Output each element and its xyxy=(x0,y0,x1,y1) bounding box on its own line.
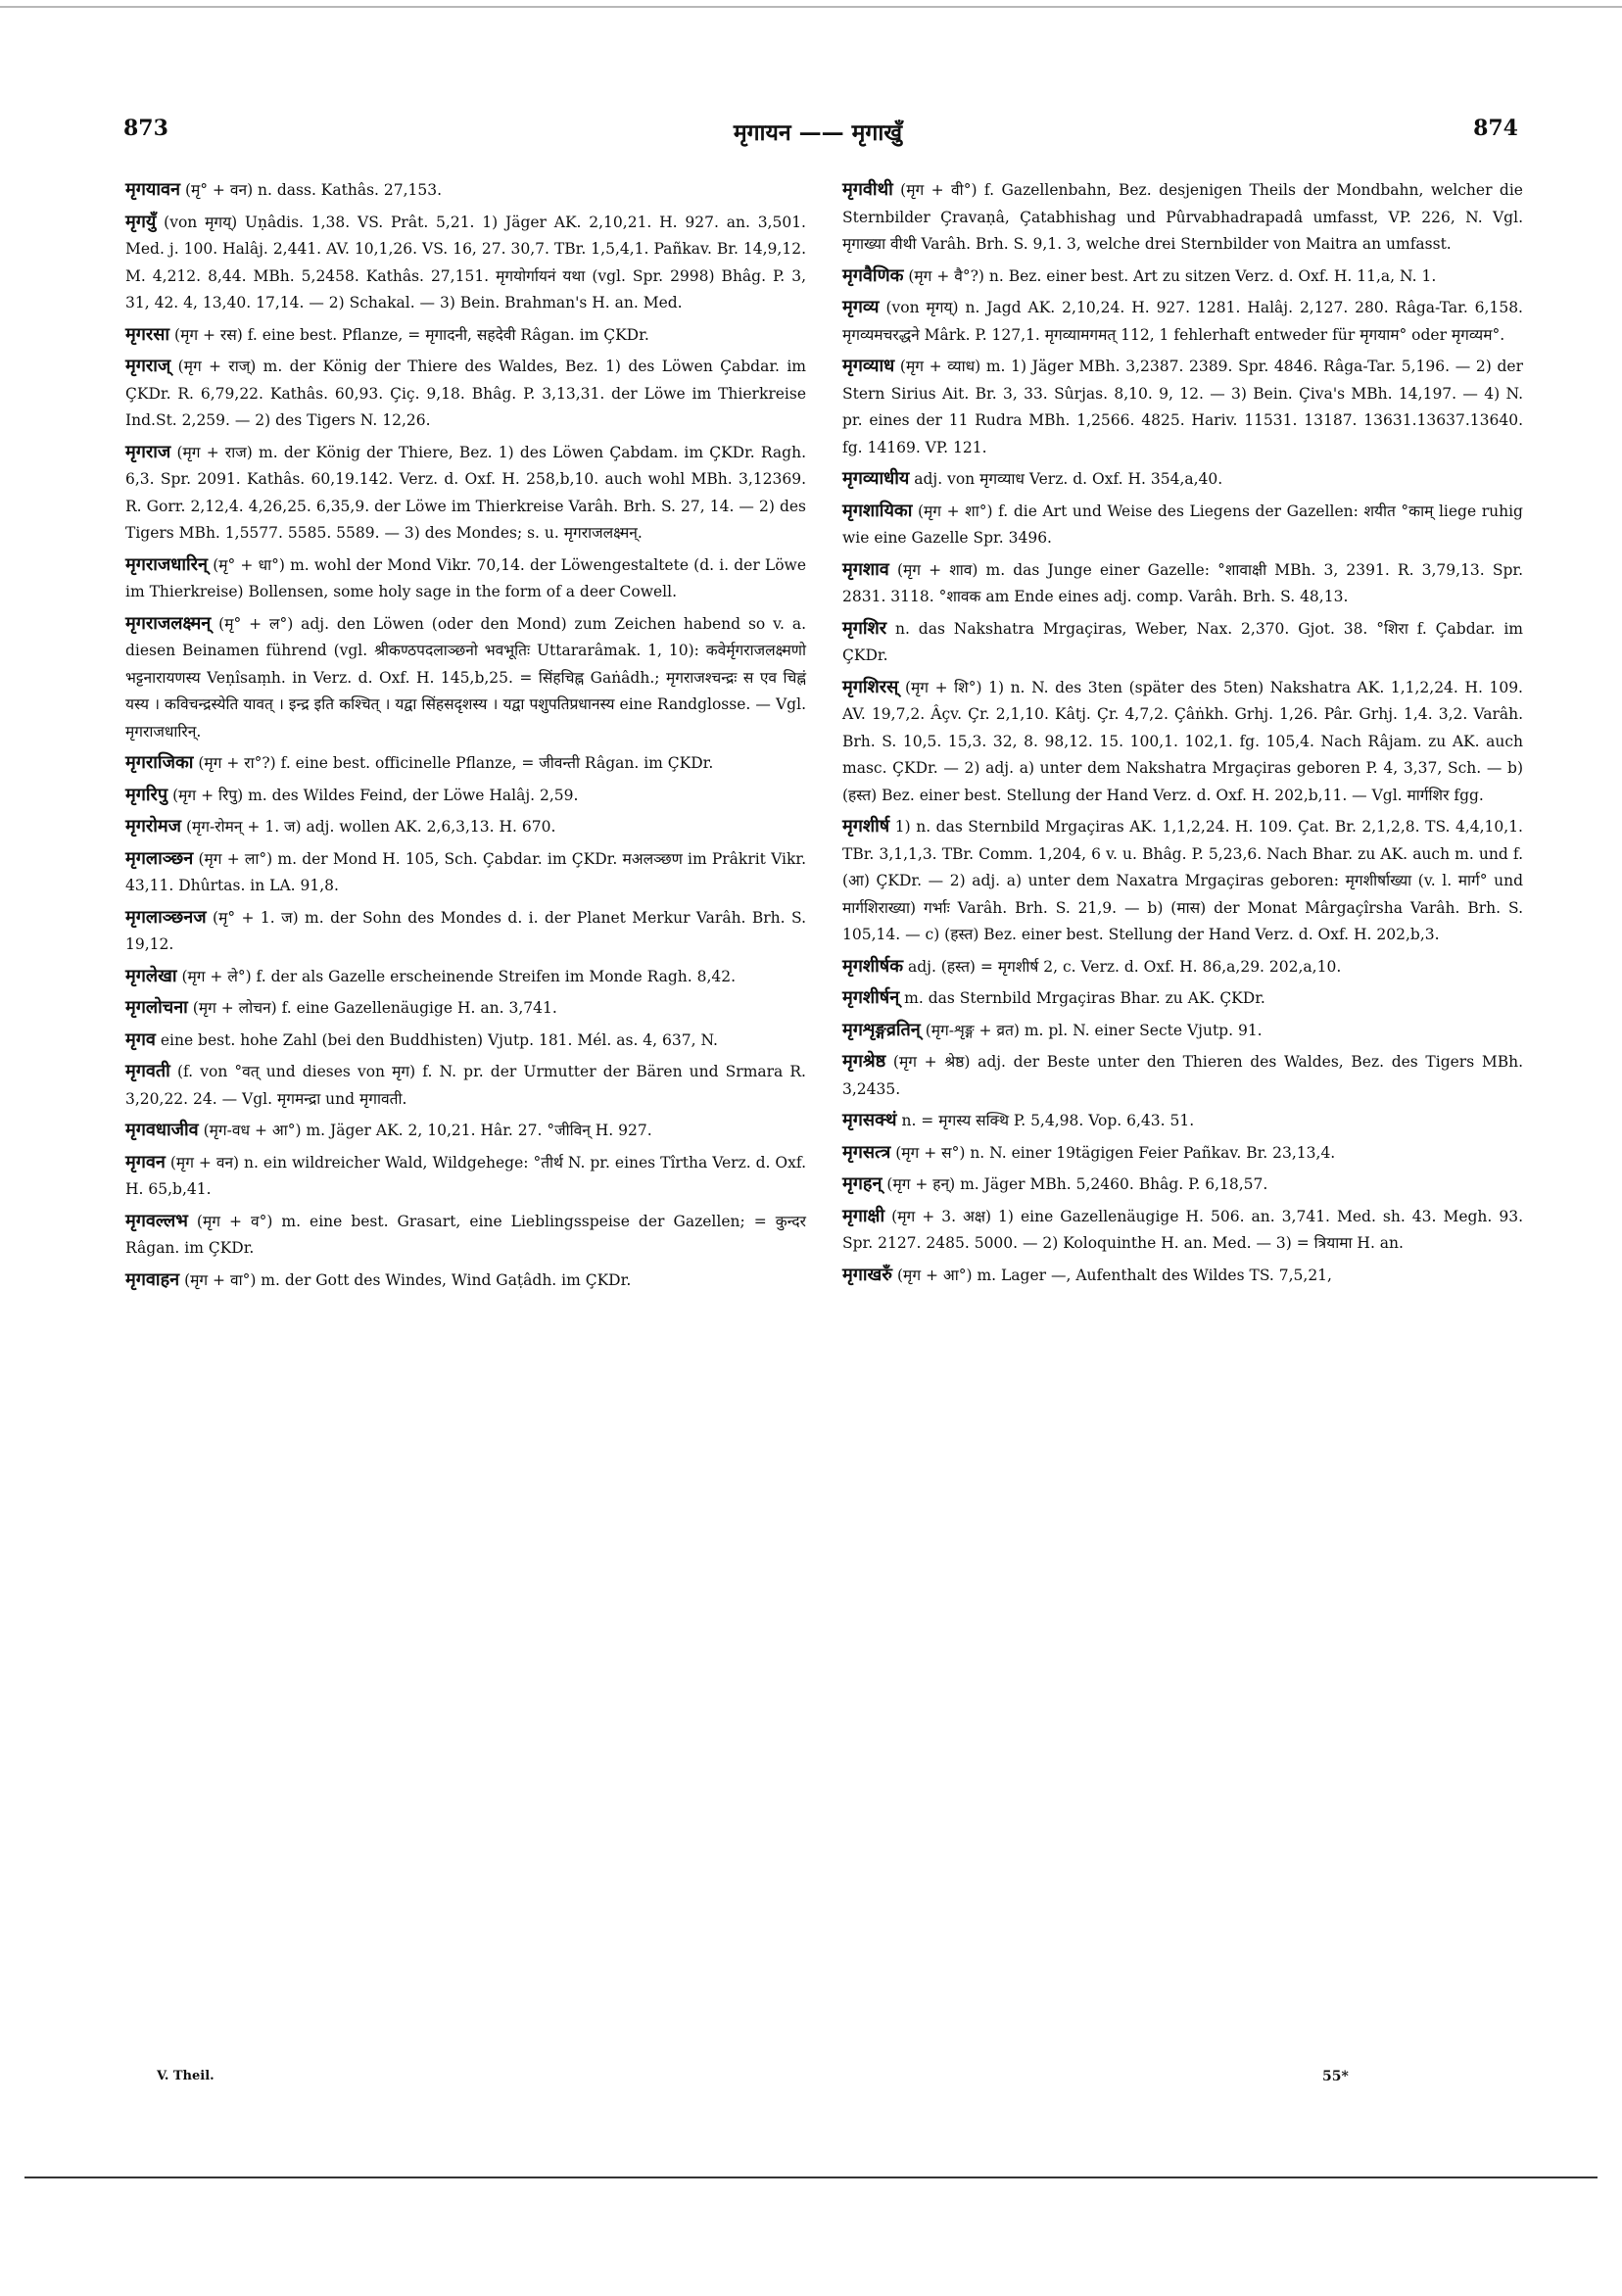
dictionary-entry xyxy=(842,263,1523,291)
entry-definition: (मृग + रिपु) m. des Wildes Feind, der Löwe Halâj. 2,59. xyxy=(172,786,579,804)
dictionary-entry xyxy=(842,984,1523,1013)
dictionary-entry xyxy=(125,1117,806,1145)
entry-headword: मृगाखरुँ xyxy=(842,1264,893,1285)
entry-headword: मृगव्याधीय xyxy=(842,468,910,489)
dictionary-entry xyxy=(125,963,806,991)
entry-headword: मृगवन xyxy=(125,1151,166,1172)
dictionary-entry xyxy=(842,176,1523,259)
footer-signature: 55* xyxy=(1322,2069,1349,2084)
dictionary-entry xyxy=(125,610,806,746)
dictionary-entry xyxy=(125,209,806,317)
entry-headword: मृगश्रेष्ठ xyxy=(842,1051,886,1072)
dictionary-entry xyxy=(125,1208,806,1263)
entry-definition: (von मृगय्) n. Jagd AK. 2,10,24. H. 927. 1281. Halâj. 2,127. 280. Râga-Tar. 6,158. मृगव्यमचरद्धने Mârk. P. 127,1. मृगव्यामगमत् 112, 1 fehlerhaft entweder für मृगयाम° oder मृगव्यम°. xyxy=(842,299,1523,344)
page-header xyxy=(118,116,1518,155)
dictionary-entry xyxy=(842,1107,1523,1135)
entry-headword: मृगशायिका xyxy=(842,500,913,521)
dictionary-entry xyxy=(125,176,806,205)
dictionary-entry xyxy=(125,1267,806,1295)
entry-headword: मृगाक्षी xyxy=(842,1205,885,1226)
entry-headword: मृगवती xyxy=(125,1061,170,1081)
entry-definition: (मृ° + वन) n. dass. Kathâs. 27,153. xyxy=(184,181,443,199)
dictionary-entry xyxy=(842,674,1523,810)
entry-headword: मृगसत्त्र xyxy=(842,1141,891,1163)
dictionary-entry xyxy=(125,439,806,548)
dictionary-entry xyxy=(125,1149,806,1204)
entry-headword: मृगलोचना xyxy=(125,997,188,1018)
entry-definition: 1) n. das Sternbild Mrgaçiras AK. 1,1,2,24. H. 109. Çat. Br. 2,1,2,8. TS. 4,4,10,1. TBr. 3,1,1,3. TBr. Comm. 1,204, 6 v. u. Bhâg. P. 5,23,6. Nach Bhar. zu AK. auch m. und f. (आ) ÇKDr. — 2) adj. a) unter dem Naxatra Mrgaçiras geboren: मृगशीर्षाख्या (v. l. मार्ग° und मार्गशिराख्या) गर्भाः Varâh. Brh. S. 21,9. — b) (मास) der Monat Mârgaçîrsha Varâh. Brh. S. 105,14. — c) (हस्त) Bez. einer best. Stellung der Hand Verz. d. Oxf. H. 202,b,3. xyxy=(842,818,1523,943)
entry-headword: मृगलाञ्छनज xyxy=(125,906,207,928)
dictionary-entry xyxy=(842,465,1523,494)
entry-headword: मृगरसा xyxy=(125,323,170,345)
entry-headword: मृगलाञ्छन xyxy=(125,847,194,869)
entry-definition: (मृग + व्याध) m. 1) Jäger MBh. 3,2387. 2389. Spr. 4846. Râga-Tar. 5,196. — 2) der Stern Sirius Ait. Br. 3, 33. Sûrjas. 8,10. 9, 12. — 3) Bein. Çiva's MBh. 14,197. — 4) N. pr. eines der 11 Rudra MBh. 1,2566. 4825. Hariv. 11531. 13187. 13631.13637.13640. fg. 14169. VP. 121. xyxy=(842,358,1524,456)
entry-definition: (मृग + आ°) m. Lager —, Aufenthalt des Wildes TS. 7,5,21, xyxy=(897,1266,1332,1284)
entry-definition: n. das Nakshatra Mrgaçiras, Weber, Nax. 2,370. Gjot. 38. °शिरा f. Çabdar. im ÇKDr. xyxy=(842,619,1523,664)
entry-headword: मृगहन् xyxy=(842,1173,883,1194)
entry-definition: (मृग + वा°) m. der Gott des Windes, Wind Gaṭâdh. im ÇKDr. xyxy=(184,1270,632,1289)
entry-definition: (मृ° + धा°) m. wohl der Mond Vikr. 70,14. der Löwengestaltete (d. i. der Löwe im Thierkreise) Bollensen, some holy sage in the form of a deer Cowell. xyxy=(125,555,806,600)
entry-definition: (मृग-रोमन् + 1. ज) adj. wollen AK. 2,6,3,13. H. 670. xyxy=(185,818,556,836)
dictionary-entry xyxy=(842,1017,1523,1045)
entry-headword: मृगरोमज xyxy=(125,816,182,837)
entry-definition: eine best. hohe Zahl (bei den Buddhisten) Vjutp. 181. Mél. as. 4, 637, N. xyxy=(160,1030,718,1049)
dictionary-entry xyxy=(125,904,806,959)
dictionary-entry xyxy=(842,294,1523,349)
entry-headword: मृगराजलक्ष्मन् xyxy=(125,612,212,634)
entry-headword: मृगवधाजीव xyxy=(125,1120,199,1140)
entry-headword: मृगवाहन xyxy=(125,1268,180,1290)
entry-headword: मृगराजिका xyxy=(125,752,194,773)
entry-definition: (मृग + वी°) f. Gazellenbahn, Bez. desjenigen Theils der Mondbahn, welcher die Sternbilder Çravaṇâ, Çatabhishag und Pûrvabhadrapadâ umfasst, VP. 226, N. Vgl. मृगाख्या वीथी Varâh. Brh. S. 9,1. 3, welche drei Sternbilder von Maitra an umfasst. xyxy=(842,181,1523,253)
dictionary-entry xyxy=(125,1027,806,1055)
dictionary-entry xyxy=(842,1048,1523,1103)
dictionary-entry xyxy=(125,749,806,778)
entry-definition: (मृग + रस) f. eine best. Pflanze, = मृगादनी, सहदेवी Râgan. im ÇKDr. xyxy=(174,325,649,344)
entry-headword: मृगशीर्षक xyxy=(842,955,904,977)
entry-definition: (मृग + राज्) m. der König der Thiere des Waldes, Bez. 1) des Löwen Çabdar. im ÇKDr. R. 6,79,22. Kathâs. 60,93. Çiç. 9,18. Bhâg. P. 3,13,31. der Löwe im Thierkreise Ind.St. 2,259. — 2) des Tigers N. 12,26. xyxy=(125,358,806,429)
entry-headword: मृगलेखा xyxy=(125,965,177,986)
dictionary-entry xyxy=(842,615,1523,670)
entry-headword: मृगराज् xyxy=(125,356,171,376)
dictionary-entry xyxy=(842,1171,1523,1199)
entry-definition: (von मृगय्) Uṇâdis. 1,38. VS. Prât. 5,21. 1) Jäger AK. 2,10,21. H. 927. an. 3,501. Med. j. 100. Halâj. 2,441. AV. 10,1,26. VS. 16, 27. 30,7. TBr. 1,5,4,1. Pañkav. Br. 14,9,12. M. 4,212. 8,44. MBh. 5,2458. Kathâs. 27,151. मृगयोर्गायनं यथा (vgl. Spr. 2998) Bhâg. P. 3, 31, 42. 4, 13,40. 17,14. — 2) Schakal. — 3) Bein. Brahman's H. an. Med. xyxy=(125,213,806,311)
entry-headword: मृगयावन xyxy=(125,179,180,200)
entry-headword: मृगव्य xyxy=(842,297,880,317)
entry-definition: (मृ° + 1. ज) m. der Sohn des Mondes d. i. der Planet Merkur Varâh. Brh. S. 19,12. xyxy=(125,908,806,953)
dictionary-entry xyxy=(125,551,806,606)
entry-definition: (मृग + शि°) 1) n. N. des 3ten (später des 5ten) Nakshatra AK. 1,1,2,24. H. 109. AV. 19,7,2. Âçv. Çr. 2,1,10. Kâtj. Çr. 4,7,2. Çâṅkh. Grhj. 1,26. Pâr. Grhj. 1,4. 3,2. Varâh. Brh. S. 10,5. 15,3. 32, 8. 98,12. 15. 100,1. 102,1. fg. 105,4. Nach Râjam. zu AK. auch masc. ÇKDr. — 2) adj. a) unter dem Nakshatra Mrgaçiras geboren P. 4, 3,37, Sch. — b) (हस्त) Bez. einer best. Stellung der Hand Verz. d. Oxf. H. 202,b,11. — Vgl. मार्गशिर fgg. xyxy=(842,678,1523,804)
scan-top-edge xyxy=(0,6,1622,8)
entry-definition: (मृग + ला°) m. der Mond H. 105, Sch. Çabdar. im ÇKDr. मअलञ्छण im Prâkrit Vikr. 43,11. Dhûrtas. in LA. 91,8. xyxy=(125,849,807,894)
entry-headword: मृगशीर्ष xyxy=(842,816,890,837)
entry-definition: (मृ° + ल°) adj. den Löwen (oder den Mond) zum Zeichen habend so v. a. diesen Beinamen führend (vgl. श्रीकण्ठपदलाञ्छनो भवभूतिः Uttararâmak. 1, 10): कवेर्मृगराजलक्ष्मणो भट्टनारायणस्य Veṇîsaṃh. in Verz. d. Oxf. H. 145,b,25. = सिंहचिह्न Gaṅâdh.; मृगराजश्चन्द्रः स एव चिह्नं यस्य । कविचन्द्रस्येति यावत् । इन्द्र इति कश्चित् । यद्वा सिंहसदृशस्य । यद्वा पशुपतिप्रधानस्य eine Randglosse. — Vgl. मृगराजधारिन्. xyxy=(125,614,807,741)
entry-headword: मृगशाव xyxy=(842,558,889,580)
page-number-right: 874 xyxy=(1473,116,1518,141)
entry-headword: मृगरिपु xyxy=(125,784,168,805)
entry-headword: मृगवल्लभ xyxy=(125,1210,188,1231)
entry-definition: (मृग + लोचन) f. eine Gazellenäugige H. an. 3,741. xyxy=(192,999,557,1017)
entry-definition: n. = मृगस्य सक्थि P. 5,4,98. Vop. 6,43. 51. xyxy=(901,1112,1195,1129)
entry-headword: मृगराजधारिन् xyxy=(125,553,209,575)
dictionary-entry xyxy=(842,353,1523,461)
right-column xyxy=(842,176,1523,2057)
dictionary-entry xyxy=(842,1139,1523,1168)
dictionary-entry xyxy=(842,556,1523,611)
entry-headword: मृगवैणिक xyxy=(842,264,904,286)
dictionary-entry xyxy=(842,498,1523,552)
dictionary-entry xyxy=(842,1203,1523,1258)
entry-headword: मृगवीथी xyxy=(842,179,893,200)
left-column xyxy=(125,176,806,2057)
dictionary-entry xyxy=(125,782,806,810)
entry-headword: मृगव्याध xyxy=(842,356,895,376)
entry-definition: (मृग + रा°?) f. eine best. officinelle Pflanze, = जीवन्ती Râgan. im ÇKDr. xyxy=(198,754,714,772)
dictionary-entry xyxy=(125,845,806,900)
entry-definition: (मृग + वै°?) n. Bez. einer best. Art zu sitzen Verz. d. Oxf. H. 11,a, N. 1. xyxy=(908,266,1437,285)
dictionary-entry xyxy=(125,1058,806,1113)
entry-definition: (मृग + व°) m. eine best. Grasart, eine Lieblingsspeise der Gazellen; = कुन्दर Râgan. im ÇKDr. xyxy=(125,1212,806,1257)
entry-definition: m. das Sternbild Mrgaçiras Bhar. zu AK. ÇKDr. xyxy=(904,989,1265,1007)
entry-definition: (मृग + राज) m. der König der Thiere, Bez. 1) des Löwen Çabdam. im ÇKDr. Ragh. 6,3. Spr. 2091. Kathâs. 60,19.142. Verz. d. Oxf. H. 258,b,10. auch wohl MBh. 3,12369. R. Gorr. 2,12,4. 4,26,25. 6,35,9. der Löwe im Thierkreise Varâh. Brh. S. 27, 14. — 2) des Tigers MBh. 1,5577. 5585. 5589. — 3) des Mondes; s. u. मृगराजलक्ष्मन्. xyxy=(125,443,806,542)
entry-definition: (मृग + 3. अक्ष) 1) eine Gazellenäugige H. 506. an. 3,741. Med. sh. 43. Megh. 93. Spr. 2127. 2485. 5000. — 2) Koloquinthe H. an. Med. — 3) = त्रियामा H. an. xyxy=(842,1207,1523,1252)
entry-headword: मृगयुँ xyxy=(125,211,157,232)
entry-headword: मृगराज xyxy=(125,441,171,462)
entry-definition: adj. (हस्त) = मृगशीर्ष 2, c. Verz. d. Oxf. H. 86,a,29. 202,a,10. xyxy=(907,957,1342,976)
entry-headword: मृगशृङ्गव्रतिन् xyxy=(842,1019,921,1040)
entry-definition: (मृग + स°) n. N. einer 19tägigen Feier Pañkav. Br. 23,13,4. xyxy=(895,1143,1336,1162)
entry-definition: adj. von मृगव्याध Verz. d. Oxf. H. 354,a,40. xyxy=(914,470,1223,488)
entry-definition: (मृग + श्रेष्ठ) adj. der Beste unter den Thieren des Waldes, Bez. des Tigers MBh. 3,2435. xyxy=(842,1053,1523,1098)
running-title: मृगायन —— मृगाखुँ xyxy=(733,120,903,146)
dictionary-entry xyxy=(125,353,806,435)
entry-headword: मृगसक्थं xyxy=(842,1110,897,1130)
dictionary-entry xyxy=(842,813,1523,949)
dictionary-entry xyxy=(125,994,806,1023)
entry-headword: मृगशीर्षन् xyxy=(842,987,900,1008)
footer-volume: V. Theil. xyxy=(157,2069,215,2083)
entry-headword: मृगव xyxy=(125,1028,156,1050)
entry-definition: (मृग-शृङ्ग + व्रत) m. pl. N. einer Secte Vjutp. 91. xyxy=(925,1021,1263,1039)
entry-definition: (मृग + शा°) f. die Art und Weise des Liegens der Gazellen: शयीत °काम् liege ruhig wie eine Gazelle Spr. 3496. xyxy=(842,502,1523,547)
entry-definition: (मृग + हन्) m. Jäger MBh. 5,2460. Bhâg. P. 6,18,57. xyxy=(886,1175,1268,1193)
entry-headword: मृगशिर xyxy=(842,617,887,639)
dictionary-entry xyxy=(125,813,806,841)
entry-definition: (मृग + शाव) m. das Junge einer Gazelle: °शावाक्षी MBh. 3, 2391. R. 3,79,13. Spr. 2831. 3118. °शावक am Ende eines adj. comp. Varâh. Brh. S. 48,13. xyxy=(842,560,1524,605)
entry-definition: (मृग + वन) n. ein wildreicher Wald, Wildgehege: °तीर्थ N. pr. eines Tîrtha Verz. d. Oxf. H. 65,b,41. xyxy=(125,1153,806,1198)
bottom-rule xyxy=(24,2176,1598,2178)
entry-definition: (f. von °वत् und dieses von मृग) f. N. pr. der Urmutter der Bären und Srmara R. 3,20,22. 24. — Vgl. मृगमन्द्रा und मृगावती. xyxy=(125,1063,806,1108)
entry-definition: (मृग-वध + आ°) m. Jäger AK. 2, 10,21. Hâr. 27. °जीविन् H. 927. xyxy=(203,1122,652,1139)
dictionary-entry xyxy=(125,321,806,350)
entry-headword: मृगशिरस् xyxy=(842,676,899,697)
dictionary-entry xyxy=(842,1262,1523,1290)
dictionary-entry xyxy=(842,953,1523,981)
entry-definition: (मृग + ले°) f. der als Gazelle erscheinende Streifen im Monde Ragh. 8,42. xyxy=(181,967,737,985)
page-number-left: 873 xyxy=(123,116,168,141)
